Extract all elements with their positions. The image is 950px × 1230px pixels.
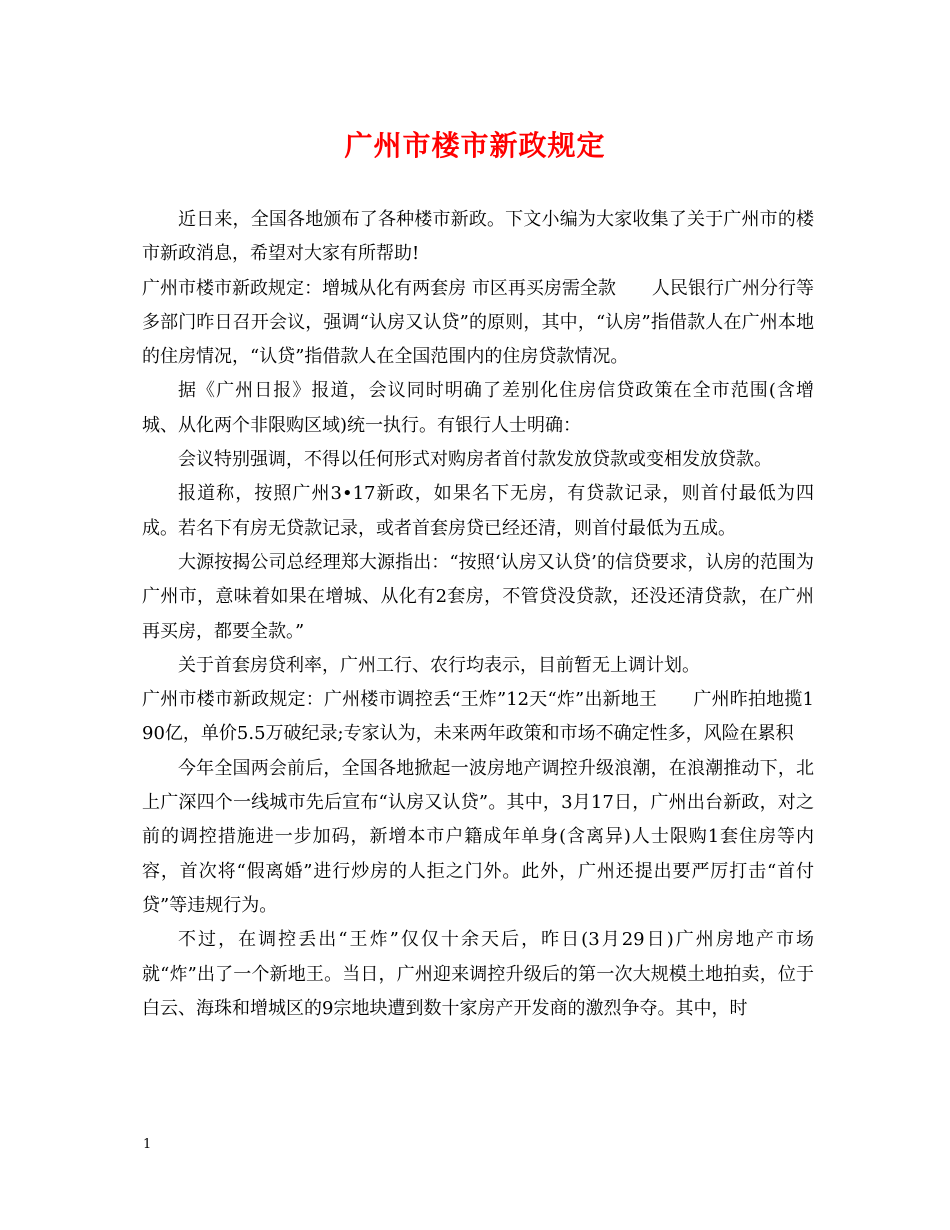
- paragraph-policy-two-text: 广州昨拍地揽190亿，单价5.5万破纪录;专家认为，未来两年政策和市场不确定性多，风险在累积: [142, 689, 814, 745]
- paragraph-meeting: 会议特别强调，不得以任何形式对购房者首付款发放贷款或变相发放贷款。: [178, 449, 772, 471]
- paragraph-expert-quote: 大源按揭公司总经理郑大源指出：“按照‘认房又认贷’的信贷要求，认房的范围为广州市，意味着如果在增城、从化有2套房，不管贷没贷款，还没还清贷款，在广州再买房，都要全款。”: [142, 551, 814, 642]
- page-number: 1: [143, 1137, 152, 1152]
- paragraph-policy-two: [142, 683, 814, 752]
- paragraph-land-auction: 不过，在调控丢出“王炸”仅仅十余天后，昨日(3月29日)广州房地产市场就“炸”出了一个新地王。当日，广州迎来调控升级后的第一次大规模土地拍卖，位于白云、海珠和增城区的9宗地块遭到数十家房产开发商的激烈争夺。其中，时: [142, 929, 814, 1019]
- section-heading-policy-two: 广州市楼市新政规定：广州楼市调控丢“王炸”12天“炸”出新地王: [142, 689, 658, 711]
- paragraph-down-payment: 报道称，按照广州3•17新政，如果名下无房，有贷款记录，则首付最低为四成。若名下有房无贷款记录，或者首套房贷已经还清，则首付最低为五成。: [142, 483, 814, 539]
- paragraph-national-context: 今年全国两会前后，全国各地掀起一波房地产调控升级浪潮，在浪潮推动下，北上广深四个一线城市先后宣布“认房又认贷”。其中，3月17日，广州出台新政，对之前的调控措施进一步加码，新增本市户籍成年单身(含离异)人士限购1套住房等内容，首次将“假离婚”进行炒房的人拒之门外。此外，广州还提出要严厉打击“首付贷”等违规行为。: [142, 757, 814, 916]
- paragraph-interest-rate: 关于首套房贷利率，广州工行、农行均表示，目前暂无上调计划。: [178, 654, 700, 676]
- paragraph-report: 据《广州日报》报道，会议同时明确了差别化住房信贷政策在全市范围(含增城、从化两个非限购区域)统一执行。有银行人士明确：: [142, 380, 814, 436]
- document-title: 广州市楼市新政规定: [344, 129, 606, 162]
- paragraph-intro: 近日来，全国各地颁布了各种楼市新政。下文小编为大家收集了关于广州市的楼市新政消息，希望对大家有所帮助!: [142, 209, 814, 265]
- document-body: [142, 203, 814, 1026]
- section-heading-policy-one: 广州市楼市新政规定：增城从化有两套房 市区再买房需全款: [142, 277, 616, 299]
- paragraph-policy-one-text: 人民银行广州分行等多部门昨日召开会议，强调“认房又认贷”的原则，其中，“认房”指借款人在广州本地的住房情况，“认贷”指借款人在全国范围内的住房贷款情况。: [142, 277, 814, 368]
- paragraph-policy-one: [142, 272, 814, 375]
